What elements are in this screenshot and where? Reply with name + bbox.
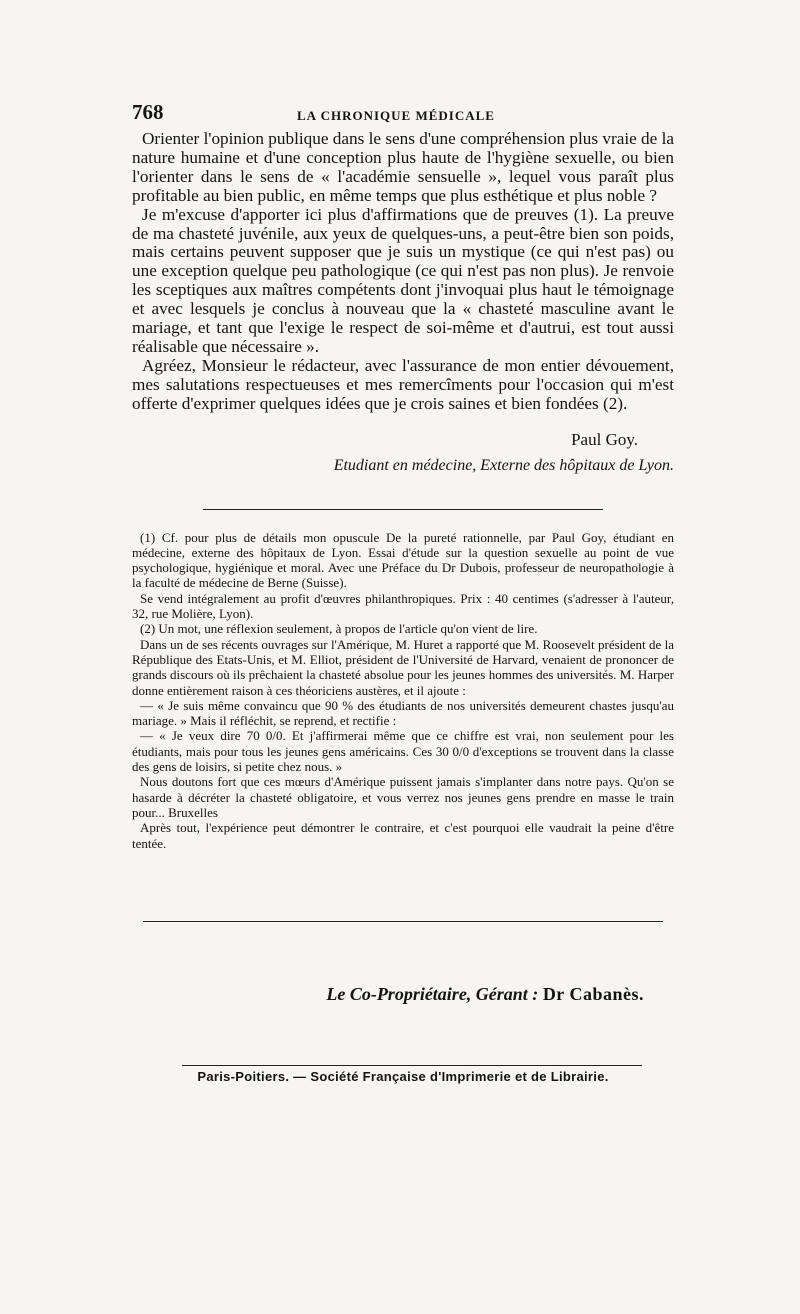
gerant-name: Dr Cabanès.	[542, 983, 644, 1004]
printer-divider	[182, 1065, 642, 1066]
footnote-paragraph: Après tout, l'expérience peut démontrer le contraire, et c'est pourquoi elle vaudrait la peine d'être tentée.	[132, 820, 674, 851]
body-paragraph: Orienter l'opinion publique dans le sens d'une compréhension plus vraie de la nature humaine et d'une conception plus haute de l'hygiène sexuelle, ou bien l'orienter dans le sens de « l'académie sensuelle », lequel vous paraît plus profitable au bien public, en même temps que plus esthétique et plus noble ?	[132, 129, 674, 205]
running-head	[132, 100, 674, 130]
footnote-paragraph: Se vend intégralement au profit d'œuvres philanthropiques. Prix : 40 centimes (s'adresser à l'auteur, 32, rue Molière, Lyon).	[132, 590, 674, 622]
printer-imprint: Paris-Poitiers. — Société Française d'Imprimerie et de Librairie.	[197, 1068, 609, 1084]
end-divider	[143, 921, 663, 922]
gerant-label: Le Co-Propriétaire, Gérant :	[326, 983, 539, 1004]
letter-body	[132, 130, 674, 414]
footnote-paragraph: — « Je veux dire 70 0/0. Et j'affirmerai même que ce chiffre est vrai, non seulement pour les étudiants, mais pour tous les jeunes gens américains. Ces 30 0/0 d'exceptions se trouvent dans la classe des gens de loisirs, si petite chez nous. »	[132, 728, 674, 775]
document-page	[132, 100, 674, 1084]
signature-block	[132, 427, 674, 479]
footnotes	[132, 530, 674, 851]
publisher-line	[132, 984, 674, 1005]
footnote-paragraph: Nous doutons fort que ces mœurs d'Amérique puissent jamais s'implanter dans notre pays. Qu'on se hasarde à décréter la chasteté obligatoire, et vous verrez nos jeunes gens prendre en masse le train pour... Bruxelles	[132, 774, 674, 820]
journal-title: LA CHRONIQUE MÉDICALE	[297, 108, 495, 123]
footnote-paragraph: (2) Un mot, une réflexion seulement, à propos de l'article qu'on vient de lire.	[140, 621, 538, 637]
author-role: Etudiant en médecine, Externe des hôpitaux de Lyon.	[333, 456, 674, 474]
body-paragraph: Je m'excuse d'apporter ici plus d'affirmations que de preuves (1). La preuve de ma chasteté juvénile, aux yeux de quelques-uns, a peut-être bien son poids, mais certains peuvent supposer que je suis un mystique (ce qui n'est pas) ou une exception quelque peu pathologique (ce qui n'est pas non plus). Je renvoie les sceptiques aux maîtres compétents dont j'invoquai plus haut le témoignage et avec lesquels je conclus à nouveau que la « chasteté masculine avant le mariage, et tant que l'exige le respect de soi-même et d'autrui, est tout aussi réalisable que nécessaire ».	[132, 204, 674, 356]
footnote-divider	[203, 509, 603, 510]
footnote-paragraph: (1) Cf. pour plus de détails mon opuscule De la pureté rationnelle, par Paul Goy, étudiant en médecine, externe des hôpitaux de Lyon. Essai d'étude sur la question sexuelle au point de vue psychologique, hygiénique et moral. Avec une Préface du Dr Dubois, professeur de neuropathologie à la faculté de médecine de Berne (Suisse).	[132, 529, 674, 591]
footnote-paragraph: — « Je suis même convaincu que 90 % des étudiants de nos universités demeurent chastes jusqu'au mariage. » Mais il réfléchit, se reprend, et rectifie :	[132, 697, 674, 729]
author-name: Paul Goy.	[571, 429, 638, 449]
page-number: 768	[132, 100, 164, 124]
footnote-paragraph: Dans un de ses récents ouvrages sur l'Amérique, M. Huret a rapporté que M. Roosevelt président de la République des Etats-Unis, et M. Elliot, président de l'Université de Harvard, venaient de prononcer de grands discours où ils prêchaient la chasteté absolue pour les jeunes hommes des universités. M. Harper donne entièrement raison à ces théoriciens austères, et il ajoute :	[132, 636, 674, 698]
body-paragraph: Agréez, Monsieur le rédacteur, avec l'assurance de mon entier dévouement, mes salutations respectueuses et mes remercîments pour l'occasion qui m'est offerte d'exprimer quelques idées que je crois saines et bien fondées (2).	[132, 355, 674, 413]
